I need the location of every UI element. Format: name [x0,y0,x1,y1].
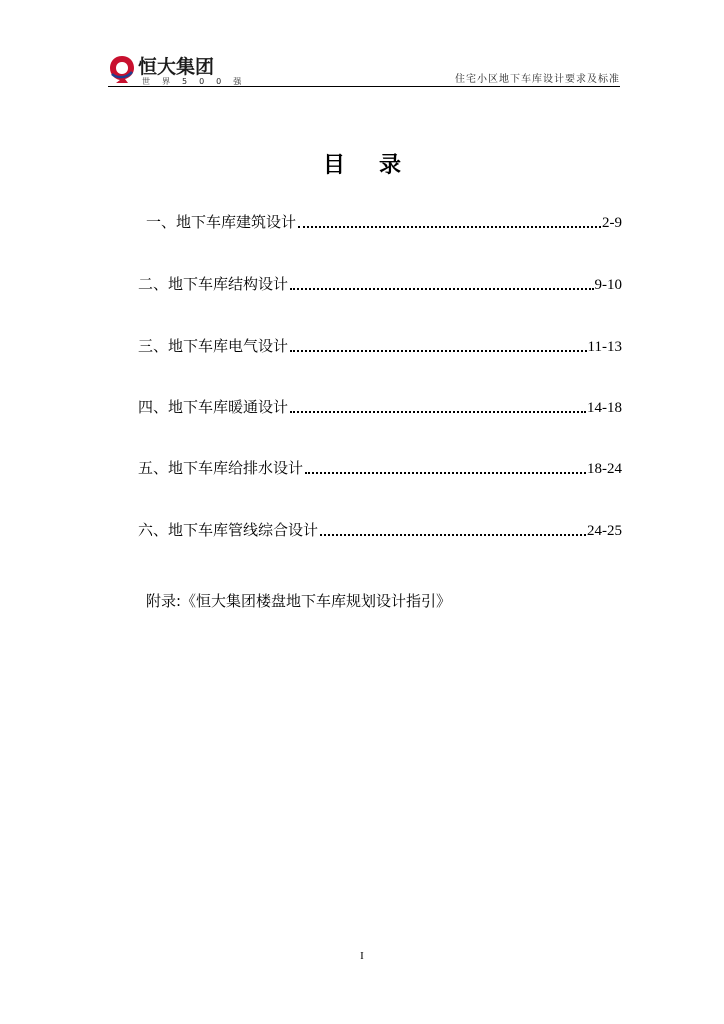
toc-entry-label: 一、地下车库建筑设计 [146,213,297,231]
toc-entry[interactable] [138,393,622,417]
toc-entry-label: 二、地下车库结构设计 [138,275,289,293]
toc-leader-dots [305,471,586,474]
toc-entry-page: 24-25 [587,523,622,539]
toc-entry[interactable] [138,208,622,232]
toc-entry-label: 三、地下车库电气设计 [138,337,289,355]
toc-entry[interactable] [138,332,622,356]
toc-leader-dots [320,533,586,536]
toc-entry-page: 18-24 [587,461,622,477]
toc-entry-page: 14-18 [587,400,622,416]
toc-leader-dots [290,410,586,413]
toc-entry-label: 六、地下车库管线综合设计 [138,521,319,539]
header-divider [108,86,620,87]
company-logo [108,52,254,88]
logo-subtitle: 世界500强 [142,77,254,86]
toc-entry-label: 四、地下车库暖通设计 [138,398,289,416]
toc-leader-dots [290,287,593,290]
logo-name: 恒大集团 [138,56,215,78]
toc-entry-page: 9-10 [594,277,622,293]
toc-entry[interactable] [138,270,622,294]
toc-leader-dots [298,225,601,228]
page-header [108,46,620,90]
toc-entry-page: 2-9 [602,215,622,231]
page-title: 目录 [322,153,435,178]
toc-entry[interactable] [138,454,622,478]
appendix-reference: 附录:《恒大集团楼盘地下车库规划设计指引》 [146,592,452,610]
toc-entry-page: 11-13 [587,339,622,355]
toc-leader-dots [290,349,587,352]
page-number: I [360,950,364,962]
toc-entry[interactable] [138,516,622,540]
toc-entry-label: 五、地下车库给排水设计 [138,459,304,477]
document-title: 住宅小区地下车库设计要求及标准 [455,74,620,85]
evergrande-logo-icon [108,54,136,84]
